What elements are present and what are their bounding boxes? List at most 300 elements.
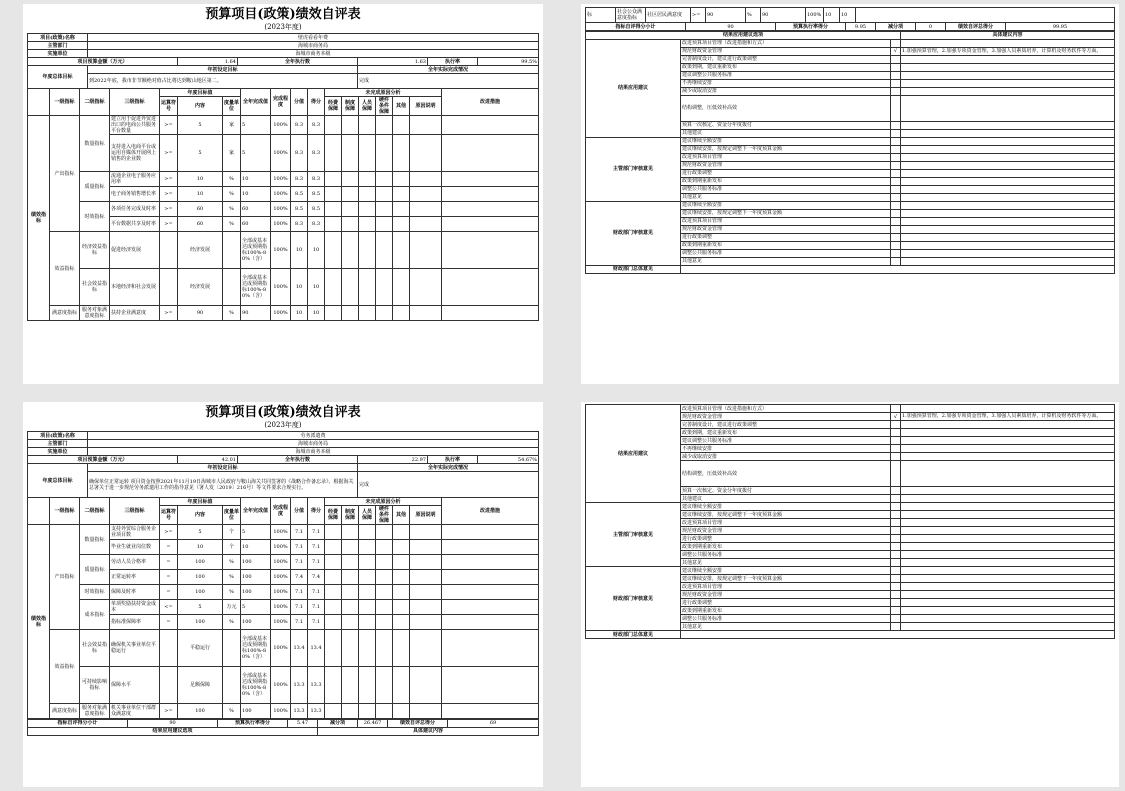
section-label: 主管部门审核意见: [586, 137, 681, 201]
option-check: [891, 63, 901, 71]
empty-cell: [359, 555, 376, 570]
empty-cell: [442, 135, 539, 172]
empty-cell: [410, 615, 442, 630]
option-label: 建议继续全额安排: [681, 137, 891, 145]
empty-cell: [393, 116, 410, 135]
empty-cell: [342, 187, 359, 202]
indicator-cell: 5: [178, 116, 223, 135]
empty-cell: [359, 135, 376, 172]
indicator-cell: 保障及时率: [110, 585, 160, 600]
indicator-cell: 8.3: [291, 217, 308, 232]
option-check: [891, 71, 901, 79]
level1-label: 满意度指标: [50, 704, 80, 719]
section-label: 结果应用建议: [586, 39, 681, 137]
level2-label: 数量指标: [80, 525, 110, 555]
hdr-r6: 原因说明: [410, 97, 442, 116]
option-check: [891, 567, 901, 575]
advice-cell: [901, 209, 1115, 217]
empty-cell: [442, 187, 539, 202]
hdr-l2: 二级指标: [80, 89, 110, 116]
indicator-cell: 电子商务销售增长率: [110, 187, 160, 202]
cell: >=: [691, 8, 706, 23]
full-year-value: 22.97: [358, 456, 428, 464]
indicator-cell: 本地经济和社会发展: [110, 269, 160, 306]
label-actual: 全年实际完成情况: [358, 66, 539, 74]
indicator-cell: 经济发展: [178, 232, 223, 269]
indicator-cell: 5: [178, 525, 223, 540]
hdr-deg: 完成程度: [271, 89, 291, 116]
option-label: 建议继续安排，按规定调整下一年度预算金额: [681, 575, 891, 583]
budget-value: 42.01: [178, 456, 238, 464]
empty-cell: [410, 217, 442, 232]
option-check: [891, 623, 901, 631]
hdr-r1: 经费保障: [325, 97, 342, 116]
table-row: [28, 172, 539, 187]
advice-cell: [901, 129, 1115, 137]
indicator-cell: >=: [160, 306, 178, 321]
advice-cell: [901, 217, 1115, 225]
empty-cell: [325, 540, 342, 555]
advice-cell: [901, 583, 1115, 591]
summary-table: [27, 33, 539, 89]
option-check: [891, 487, 901, 495]
empty-cell: [410, 306, 442, 321]
empty-cell: [376, 116, 393, 135]
table-row: [28, 630, 539, 667]
option-label: 改进预算项目管理: [681, 217, 891, 225]
empty-cell: [393, 217, 410, 232]
table-row: [28, 704, 539, 719]
advice-cell: [901, 71, 1115, 79]
option-label: 调整公共服务标准: [681, 615, 891, 623]
project-name: 壁虎看看年费: [88, 34, 539, 42]
empty-cell: [325, 630, 342, 667]
indicator-cell: [223, 232, 241, 269]
empty-cell: [376, 600, 393, 615]
indicator-cell: 100: [178, 555, 223, 570]
goal-text: 到2022年底，我市非节额绝对值占比将达到鞍山地区第二。: [88, 74, 358, 89]
option-check: [891, 225, 901, 233]
empty-cell: [410, 630, 442, 667]
empty-cell: [442, 217, 539, 232]
option-check: [891, 607, 901, 615]
empty-cell: [359, 630, 376, 667]
option-label: 其他意见: [681, 257, 891, 265]
label-exec-rate: 执行率: [428, 58, 478, 66]
option-row: [586, 137, 1115, 145]
label-deduct: 减分项: [876, 23, 916, 31]
advice-cell: [901, 607, 1115, 615]
option-check: [891, 161, 901, 169]
indicator-cell: 全部或基本达成预期指标100%-80%（含）: [241, 269, 271, 306]
indicator-cell: 100%: [271, 615, 291, 630]
empty-cell: [442, 202, 539, 217]
indicator-cell: 个: [223, 540, 241, 555]
hdr-l3: 三级指标: [110, 498, 160, 525]
advice-cell: [901, 87, 1115, 95]
empty-cell: [376, 202, 393, 217]
indicator-cell: 100: [178, 615, 223, 630]
label-exec-rate: 执行率: [428, 456, 478, 464]
indicator-cell: %: [223, 217, 241, 232]
indicator-cell: >=: [160, 116, 178, 135]
option-check: [891, 503, 901, 511]
empty-cell: [442, 172, 539, 187]
option-label: 预算一次核定、资金分年度拨付: [681, 121, 891, 129]
option-label: 结构调整，压低效补高效: [681, 95, 891, 121]
empty-cell: [359, 615, 376, 630]
exec-rate-value: 99.5%: [478, 58, 539, 66]
empty-cell: [410, 172, 442, 187]
option-label: 改进预算项目管理: [681, 583, 891, 591]
empty-cell: [325, 202, 342, 217]
indicator-cell: 5: [241, 135, 271, 172]
empty-cell: [342, 667, 359, 704]
dept-name: 海城市商务局: [88, 42, 539, 50]
option-check: [891, 591, 901, 599]
options-block: [585, 31, 1115, 274]
empty-cell: [442, 306, 539, 321]
dept-name: 海城市商务局: [88, 440, 539, 448]
level1-label: 产出指标: [50, 525, 80, 630]
option-check: [891, 129, 901, 137]
option-check: [891, 185, 901, 193]
hdr-content: 内容: [178, 506, 223, 525]
fin-total-label: 财政部门总体意见: [586, 265, 681, 273]
option-label: 完善制度设计，建议进行政策调整: [681, 421, 891, 429]
indicator-cell: 100%: [271, 555, 291, 570]
hdr-val: 分值: [291, 498, 308, 525]
indicator-cell: 60: [241, 217, 271, 232]
indicator-cell: [160, 667, 178, 704]
indicator-cell: 7.1: [308, 600, 325, 615]
indicator-cell: 100%: [271, 202, 291, 217]
advice-cell: [901, 567, 1115, 575]
option-check: [891, 233, 901, 241]
option-check: [891, 249, 901, 257]
empty-cell: [393, 306, 410, 321]
indicator-cell: =: [160, 615, 178, 630]
indicator-cell: 100%: [271, 704, 291, 719]
label-dept: 主管部门: [28, 42, 88, 50]
empty-cell: [410, 570, 442, 585]
option-check: [891, 257, 901, 265]
empty-cell: [393, 135, 410, 172]
empty-cell: [393, 555, 410, 570]
option-label: 调整公共服务标准: [681, 249, 891, 257]
indicator-cell: 100: [241, 555, 271, 570]
level2-label: 可持续影响指标: [80, 667, 110, 704]
indicator-cell: 100: [241, 615, 271, 630]
indicator-cell: 8.3: [291, 135, 308, 172]
option-row: [586, 503, 1115, 511]
empty-cell: [325, 269, 342, 306]
option-row: [586, 201, 1115, 209]
option-label: 改进预算项目管理（改进措施和方式）: [681, 39, 891, 47]
indicator-cell: %: [223, 306, 241, 321]
indicator-cell: >=: [160, 135, 178, 172]
empty-cell: [325, 600, 342, 615]
empty-cell: [393, 187, 410, 202]
option-check: [891, 527, 901, 535]
doc-page-3: [23, 402, 543, 787]
indicator-cell: 100%: [271, 217, 291, 232]
indicator-cell: 全部或基本达成预期指标100%-80%（含）: [241, 630, 271, 667]
hdr-improve: 改进措施: [442, 498, 539, 525]
cell: 90: [706, 8, 746, 23]
indicator-cell: >=: [160, 202, 178, 217]
empty-cell: [393, 172, 410, 187]
advice-cell: [901, 79, 1115, 87]
empty-cell: [342, 615, 359, 630]
indicator-cell: 7.1: [291, 615, 308, 630]
empty-cell: [359, 600, 376, 615]
advice-cell: [901, 177, 1115, 185]
option-label: 规范财政资金管理: [681, 527, 891, 535]
option-label: 改进预算项目管理: [681, 153, 891, 161]
indicator-cell: 7.1: [308, 555, 325, 570]
empty-cell: [393, 525, 410, 540]
option-label: 不再继续安排: [681, 445, 891, 453]
label-result-opt: 结果应用建议选项: [28, 727, 318, 735]
level1-label: 效益指标: [50, 630, 80, 704]
hdr-r2: 制度保障: [342, 506, 359, 525]
indicator-cell: 个: [223, 525, 241, 540]
indicator-cell: 7.1: [308, 585, 325, 600]
empty-cell: [393, 540, 410, 555]
option-row: [586, 567, 1115, 575]
empty-cell: [393, 615, 410, 630]
deduct-value: 0: [916, 23, 946, 31]
advice-cell: [901, 437, 1115, 445]
indicator-cell: 8.5: [308, 187, 325, 202]
empty-cell: [342, 525, 359, 540]
indicator-cell: 足额保障: [178, 667, 223, 704]
empty-cell: [376, 667, 393, 704]
page-year: (2023年度): [264, 23, 302, 31]
cell: 10: [840, 8, 856, 23]
indicator-cell: 100: [241, 570, 271, 585]
indicator-cell: 7.4: [291, 570, 308, 585]
option-label: 其他意见: [681, 193, 891, 201]
level2-label: 服务对象满意度指标: [80, 306, 110, 321]
empty-cell: [359, 585, 376, 600]
indicator-cell: 5: [178, 135, 223, 172]
empty-cell: [342, 202, 359, 217]
advice-cell: [901, 421, 1115, 429]
option-check: [891, 535, 901, 543]
indicator-cell: >=: [160, 525, 178, 540]
indicator-cell: 100: [178, 585, 223, 600]
indicator-cell: 10: [241, 540, 271, 555]
indicator-cell: 10: [308, 306, 325, 321]
empty-cell: [410, 667, 442, 704]
indicator-cell: =: [160, 585, 178, 600]
option-check: [891, 519, 901, 527]
empty-cell: [342, 135, 359, 172]
advice-cell: [901, 623, 1115, 631]
label-total-goal: 年度总体目标: [28, 464, 88, 498]
fin-total-label: 财政部门总体意见: [586, 631, 681, 639]
indicator-cell: 100%: [271, 667, 291, 704]
indicator-cell: 各项任务完成及时率: [110, 202, 160, 217]
indicator-cell: 100: [241, 704, 271, 719]
indicator-cell: 建立用于促进外贸进出口的电商公共服务平台数量: [110, 116, 160, 135]
hdr-l3: 三级指标: [110, 89, 160, 116]
empty-cell: [393, 269, 410, 306]
empty-cell: [325, 704, 342, 719]
indicator-cell: 8.5: [308, 202, 325, 217]
exec-rate-value: 54.67%: [478, 456, 539, 464]
empty-cell: [410, 269, 442, 306]
label-dept: 主管部门: [28, 440, 88, 448]
empty-cell: [342, 600, 359, 615]
empty-cell: [393, 704, 410, 719]
advice-cell: [901, 185, 1115, 193]
empty-cell: [359, 217, 376, 232]
hdr-score: 得分: [308, 498, 325, 525]
option-label: 规范财政资金管理: [681, 161, 891, 169]
indicator-cell: <=: [160, 600, 178, 615]
hdr-deg: 完成程度: [271, 498, 291, 525]
indicator-cell: 90: [241, 306, 271, 321]
budget-score-value: 5.47: [288, 719, 318, 727]
option-label: 建议继续安排，按规定调整下一年度预算金额: [681, 511, 891, 519]
option-check: [891, 145, 901, 153]
option-check: [891, 153, 901, 161]
empty-cell: [376, 135, 393, 172]
indicator-cell: 13.3: [291, 667, 308, 704]
label-self-total: 指标自评得分小计: [28, 719, 128, 727]
indicator-cell: 100: [178, 570, 223, 585]
indicator-cell: 保障水平: [110, 667, 160, 704]
empty-cell: [342, 540, 359, 555]
advice-cell: [901, 495, 1115, 503]
indicator-cell: [223, 269, 241, 306]
label-initial-goal: 年初设定目标: [88, 66, 358, 74]
level2-label: 时效指标: [80, 202, 110, 232]
empty-cell: [325, 585, 342, 600]
option-check: [891, 217, 901, 225]
cell: 10: [824, 8, 840, 23]
level1-label: 满意度指标: [50, 306, 80, 321]
option-label: 其他建议: [681, 495, 891, 503]
empty-cell: [342, 217, 359, 232]
empty-cell: [410, 585, 442, 600]
indicator-cell: 8.3: [308, 135, 325, 172]
indicator-cell: [160, 232, 178, 269]
advice-cell: [901, 241, 1115, 249]
indicator-cell: =: [160, 555, 178, 570]
advice-cell: [901, 599, 1115, 607]
project-name: 劳务派遣费: [88, 432, 539, 440]
empty-cell: [359, 704, 376, 719]
options-table: [585, 31, 1115, 274]
table-row: [28, 232, 539, 269]
impl-name: 海城市商务本级: [88, 50, 539, 58]
indicator-cell: 5: [178, 600, 223, 615]
level2-label: 成本指标: [80, 600, 110, 630]
option-label: 进行政策调整: [681, 169, 891, 177]
option-label: 其他意见: [681, 559, 891, 567]
goal-text: 确保单位正常运转 项目资金按照2021年11月19日海城市人民政府与鞍山海关共同签署的《战略合作备忘录》、根据海关总署关于进一步规范劳务派遣用工作的指导意见（署人发〔2019〕216号）等文件要求合规实行。: [88, 472, 358, 498]
indicator-cell: 13.3: [308, 667, 325, 704]
indicator-cell: 100%: [271, 525, 291, 540]
hdr-target: 年度目标值: [160, 498, 241, 506]
indicator-cell: 100%: [271, 570, 291, 585]
table-row: [28, 585, 539, 600]
indicator-cell: 确保机关事业单位平稳运行: [110, 630, 160, 667]
hdr-target: 年度目标值: [160, 89, 241, 97]
option-check: [891, 615, 901, 623]
advice-cell: [901, 429, 1115, 437]
perf-label: 绩效指标: [28, 116, 50, 321]
indicator-cell: 7.1: [291, 525, 308, 540]
empty-cell: [325, 187, 342, 202]
hdr-l2: 二级指标: [80, 498, 110, 525]
empty-cell: [410, 116, 442, 135]
empty-cell: [376, 306, 393, 321]
indicator-cell: >=: [160, 704, 178, 719]
self-total-value: 90: [128, 719, 218, 727]
indicator-cell: 60: [178, 202, 223, 217]
option-check: [891, 437, 901, 445]
label-advice: 具体建议内容: [318, 727, 539, 735]
option-label: 预算一次核定、资金分年度拨付: [681, 487, 891, 495]
indicator-cell: 流通企业电子服务应用率: [110, 172, 160, 187]
indicator-cell: 100%: [271, 172, 291, 187]
indicator-cell: 家: [223, 135, 241, 172]
indicator-cell: 10: [291, 306, 308, 321]
empty-cell: [442, 555, 539, 570]
empty-cell: [342, 704, 359, 719]
indicator-cell: [160, 269, 178, 306]
empty-cell: [376, 555, 393, 570]
actual-text: 完成: [358, 74, 539, 89]
label-total-goal: 年度总体目标: [28, 66, 88, 89]
indicator-cell: [160, 630, 178, 667]
indicator-cell: 100: [241, 585, 271, 600]
empty-cell: [359, 269, 376, 306]
indicator-cell: 60: [241, 202, 271, 217]
page-title: 预算项目(政策)绩效自评表: [205, 405, 361, 420]
advice-cell: [901, 527, 1115, 535]
empty-cell: [442, 615, 539, 630]
empty-cell: [325, 570, 342, 585]
option-label: 政策到期，建议重新发布: [681, 429, 891, 437]
empty-cell: [393, 202, 410, 217]
fin-total-value: [681, 631, 1115, 639]
option-label: 规范财政资金管理: [681, 591, 891, 599]
total-value: 69: [448, 719, 539, 727]
empty-cell: [359, 667, 376, 704]
indicator-cell: 13.3: [308, 704, 325, 719]
option-check: [891, 137, 901, 145]
advice-cell: [901, 161, 1115, 169]
empty-cell: [410, 202, 442, 217]
label-budget: 项目预算金额（万元）: [28, 456, 178, 464]
indicator-cell: 100%: [271, 135, 291, 172]
advice-cell: [901, 55, 1115, 63]
option-label: 建议继续安排，按规定调整下一年度预算金额: [681, 209, 891, 217]
label-total: 绩效自评总得分: [946, 23, 1006, 31]
label-deduct: 减分项: [318, 719, 358, 727]
indicator-cell: 扶持企业满意度: [110, 306, 160, 321]
empty-cell: [376, 704, 393, 719]
indicator-cell: 7.1: [308, 525, 325, 540]
label-full-year: 全年执行数: [238, 456, 358, 464]
indicator-cell: >=: [160, 217, 178, 232]
